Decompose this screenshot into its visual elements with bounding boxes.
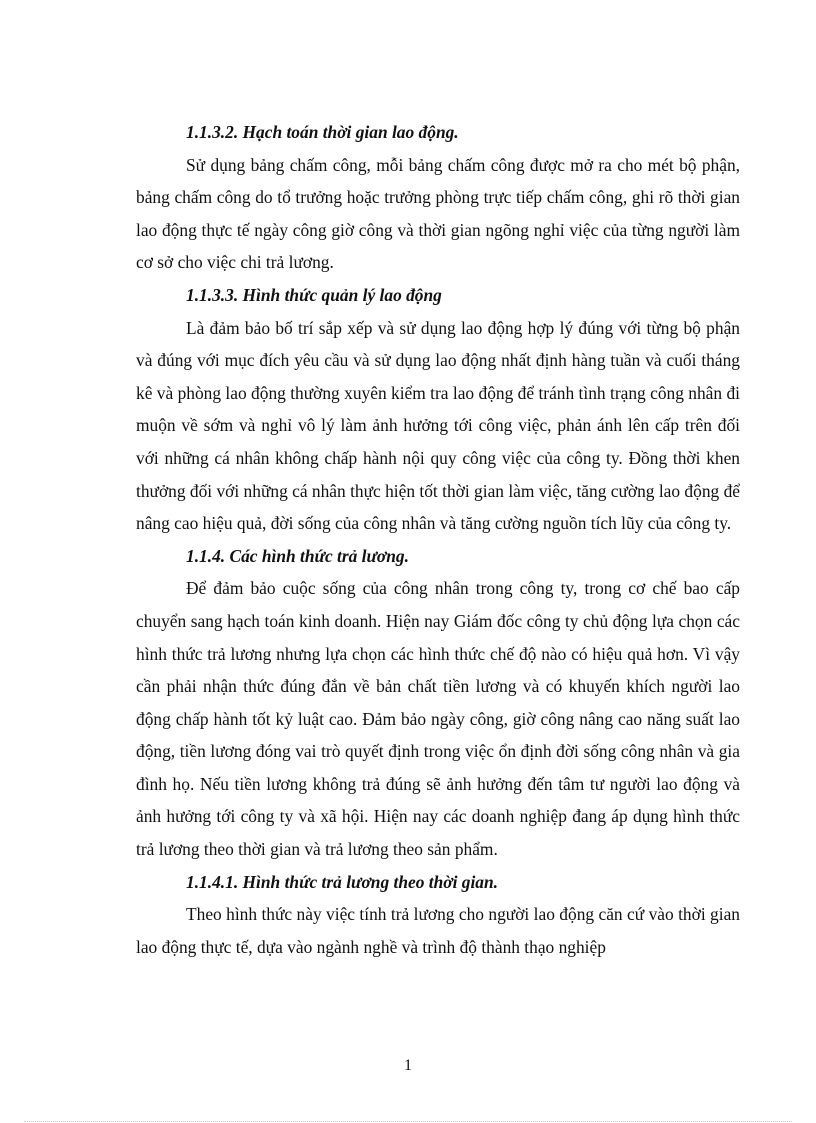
body-paragraph: Sử dụng bảng chấm công, mỗi bảng chấm công được mở ra cho mét bộ phận, bảng chấm công do tổ trưởng hoặc trưởng phòng trực tiếp chấm công, ghi rõ thời gian lao động thực tế ngày công giờ công và thời gian ngõng nghỉ việc của từng người làm cơ sở cho việc chi trả lương.	[136, 154, 740, 273]
body-paragraph: Theo hình thức này việc tính trả lương cho người lao động căn cứ vào thời gian lao động thực tế, dựa vào ngành nghề và trình độ thành thạo nghiệp	[136, 904, 740, 957]
page-bottom-divider	[24, 1121, 792, 1122]
body-paragraph: Là đảm bảo bố trí sắp xếp và sử dụng lao động hợp lý đúng với từng bộ phận và đúng với mục đích yêu cầu và sử dụng lao động nhất định hàng tuần và cuối tháng kê và phòng lao động thường xuyên kiểm tra lao động để tránh tình trạng công nhân đi muộn về sớm và nghỉ vô lý làm ảnh hưởng tới công việc, phản ánh lên cấp trên đối với những cá nhân không chấp hành nội quy công việc của công ty. Đồng thời khen thưởng đối với những cá nhân thực hiện tốt thời gian làm việc, tăng cường lao động để nâng cao hiệu quả, đời sống của công nhân và tăng cường nguồn tích lũy của công ty.	[136, 317, 740, 534]
body-paragraph: Để đảm bảo cuộc sống của công nhân trong công ty, trong cơ chế bao cấp chuyển sang hạch toán kinh doanh. Hiện nay Giám đốc công ty chủ động lựa chọn các hình thức trả lương nhưng lựa chọn các hình thức chế độ nào có hiệu quả hơn. Vì vậy cần phải nhận thức đúng đắn về bản chất tiền lương và có khuyến khích người lao động chấp hành tốt kỷ luật cao. Đảm bảo ngày công, giờ công nâng cao năng suất lao động, tiền lương đóng vai trò quyết định trong việc ổn định đời sống công nhân và gia đình họ. Nếu tiền lương không trả đúng sẽ ảnh hưởng đến tâm tư người lao động và ảnh hưởng tới công ty và xã hội. Hiện nay các doanh nghiệp đang áp dụng hình thức trả lương theo thời gian và trả lương theo sản phẩm.	[136, 578, 740, 860]
section-heading: 1.1.4.1. Hình thức trả lương theo thời gian.	[186, 871, 499, 892]
document-body	[136, 116, 740, 963]
section-heading: 1.1.4. Các hình thức trả lương.	[186, 545, 409, 566]
page-number: 1	[404, 1057, 412, 1074]
section-heading: 1.1.3.2. Hạch toán thời gian lao động.	[186, 122, 459, 142]
section-heading: 1.1.3.3. Hình thức quản lý lao động	[186, 284, 442, 305]
